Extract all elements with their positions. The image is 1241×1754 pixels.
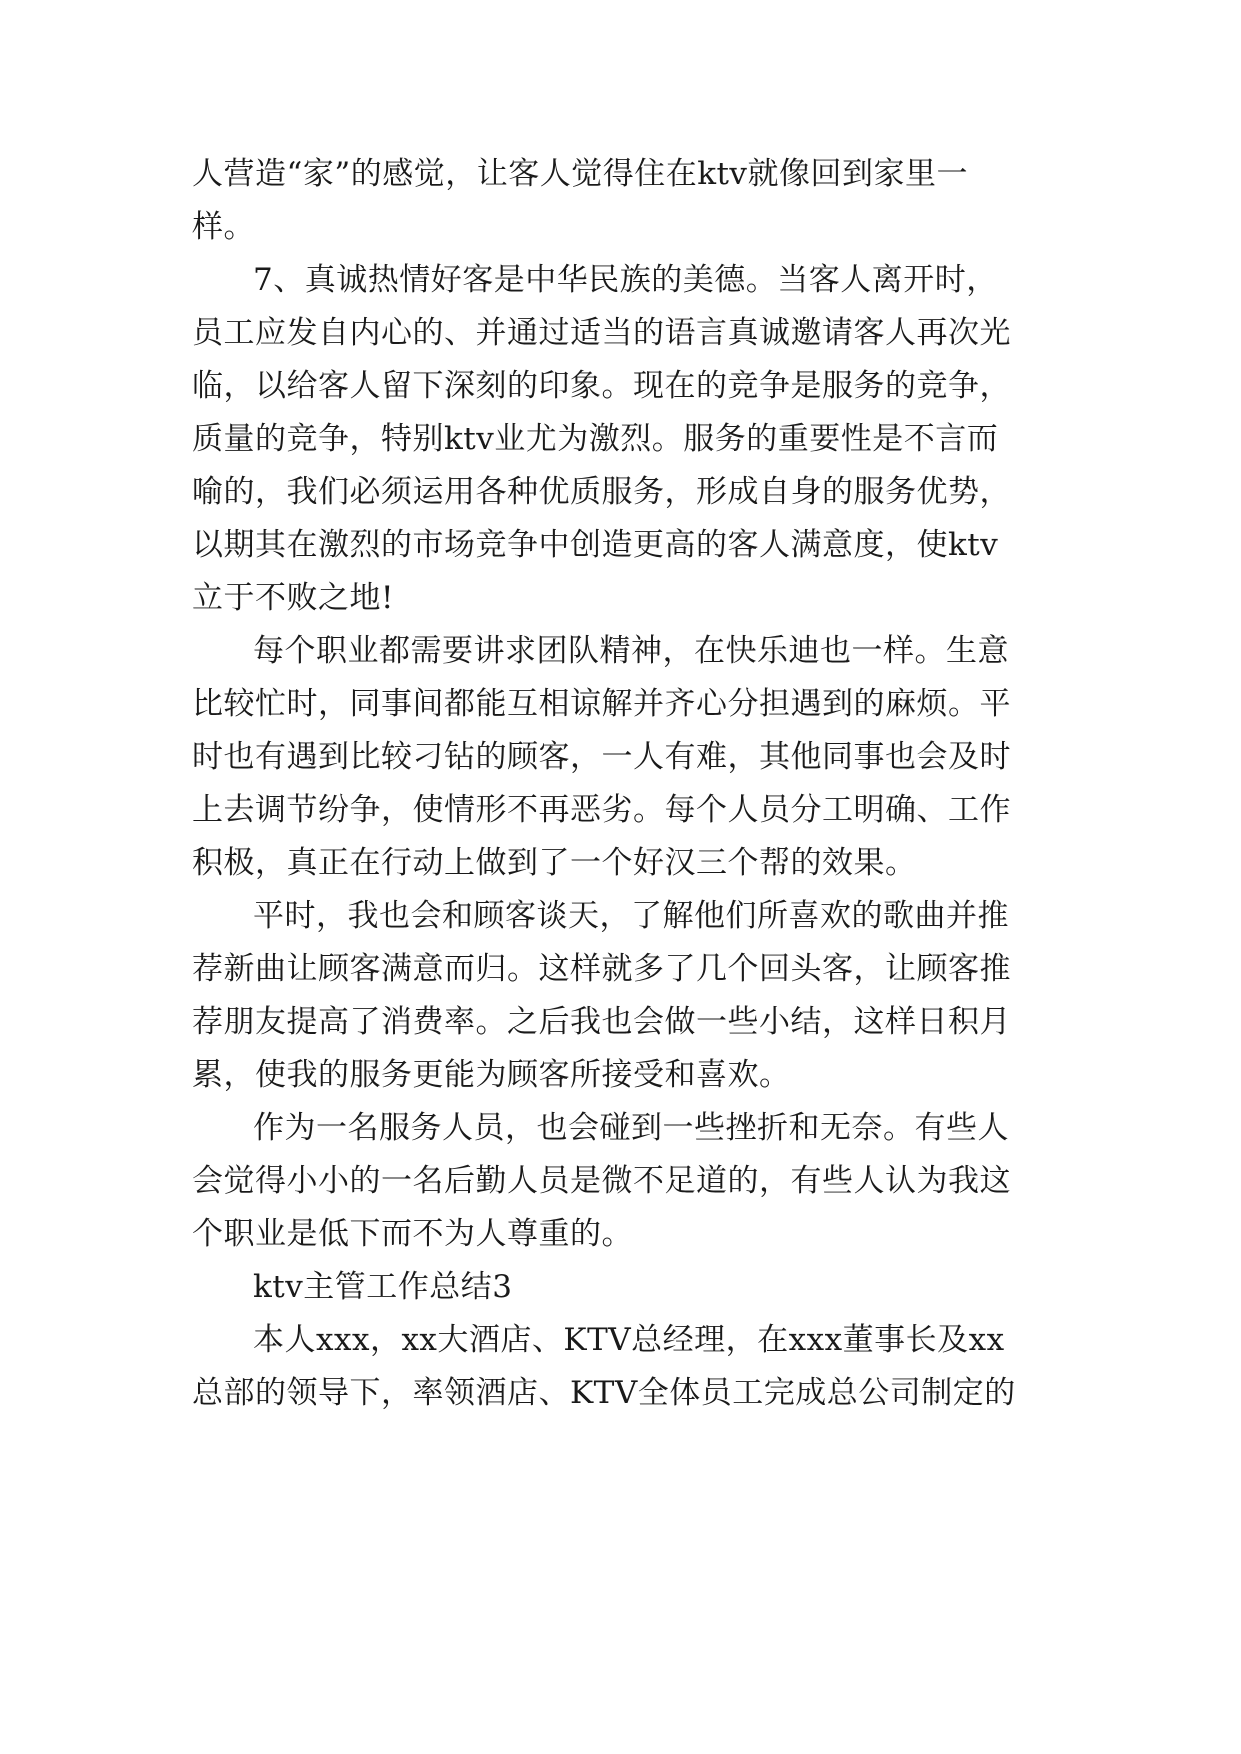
text-line: 比较忙时，同事间都能互相谅解并齐心分担遇到的麻烦。平 — [192, 686, 1011, 722]
text-line: 每个职业都需要讲求团队精神，在快乐迪也一样。生意 — [253, 633, 1009, 669]
text-line: 7、真诚热情好客是中华民族的美德。当客人离开时， — [253, 262, 998, 298]
text-line: 喻的，我们必须运用各种优质服务，形成自身的服务优势， — [192, 474, 1011, 510]
text-line: 个职业是低下而不为人尊重的。 — [192, 1216, 633, 1252]
text-line: 员工应发自内心的、并通过适当的语言真诚邀请客人再次光 — [192, 315, 1011, 351]
text-line: 立于不败之地! — [192, 580, 394, 616]
text-line: 平时，我也会和顾客谈天，了解他们所喜欢的歌曲并推 — [253, 898, 1009, 934]
text-line: 作为一名服务人员，也会碰到一些挫折和无奈。有些人 — [253, 1110, 1009, 1146]
text-line: 样。 — [192, 209, 255, 245]
text-line: 上去调节纷争，使情形不再恶劣。每个人员分工明确、工作 — [192, 792, 1011, 828]
text-line: 人营造“家”的感觉，让客人觉得住在ktv就像回到家里一 — [192, 156, 968, 192]
text-line: 临，以给客人留下深刻的印象。现在的竞争是服务的竞争， — [192, 368, 1011, 404]
section-heading: ktv主管工作总结3 — [253, 1269, 513, 1305]
text-line: 会觉得小小的一名后勤人员是微不足道的，有些人认为我这 — [192, 1163, 1011, 1199]
text-line: 积极，真正在行动上做到了一个好汉三个帮的效果。 — [192, 845, 917, 881]
text-line: 质量的竞争，特别ktv业尤为激烈。服务的重要性是不言而 — [192, 421, 999, 457]
text-line: 以期其在激烈的市场竞争中创造更高的客人满意度，使ktv — [192, 527, 999, 563]
text-line: 荐新曲让顾客满意而归。这样就多了几个回头客，让顾客推 — [192, 951, 1011, 987]
text-line: 累，使我的服务更能为顾客所接受和喜欢。 — [192, 1057, 791, 1093]
text-line: 荐朋友提高了消费率。之后我也会做一些小结，这样日积月 — [192, 1004, 1011, 1040]
text-line: 总部的领导下，率领酒店、KTV全体员工完成总公司制定的 — [192, 1375, 1016, 1411]
text-line: 本人xxx，xx大酒店、KTV总经理，在xxx董事长及xx — [253, 1322, 1005, 1358]
text-line: 时也有遇到比较刁钻的顾客，一人有难，其他同事也会及时 — [192, 739, 1011, 775]
